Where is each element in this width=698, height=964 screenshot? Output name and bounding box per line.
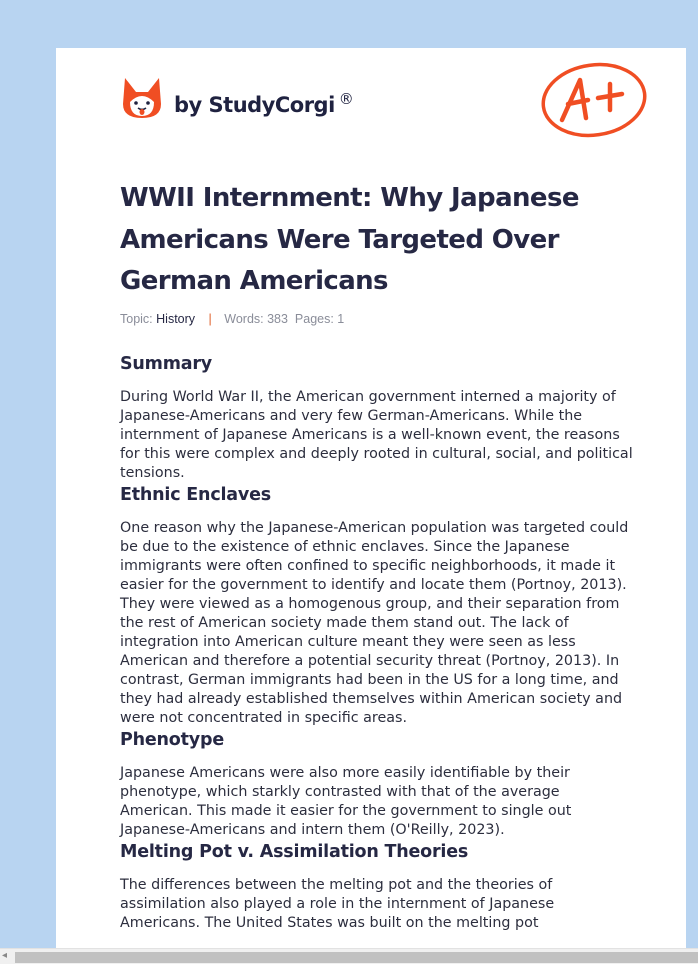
section-summary [120, 354, 634, 483]
section-phenotype [120, 730, 634, 840]
horizontal-scrollbar[interactable] [0, 948, 698, 964]
section-ethnic-enclaves [120, 485, 634, 728]
section-melting-pot [120, 842, 634, 933]
section-paragraph: One reason why the Japanese-American population was targeted could be due to the existence of ethnic enclaves. Since the Japanese immigrants were often confined to specific neighborhoods, it made it easier for the government to identify and locate them (Portnoy, 2013). They were viewed as a homogenous group, and their separation from the rest of American society made them stand out. The lack of integration into American culture meant they were seen as less American and therefore a potential security threat (Portnoy, 2013). In contrast, German immigrants had been in the US for a long time, and they had already established themselves within American society and were not concentrated in specific areas. [120, 520, 629, 726]
section-heading: Phenotype [120, 730, 225, 750]
document-page [56, 48, 686, 964]
page-header [120, 74, 650, 154]
topic-link[interactable]: History [156, 312, 196, 326]
logo-text: by StudyCorgi ® [174, 89, 354, 117]
topic-label: Topic: [120, 312, 153, 326]
page-count: Pages: 1 [294, 312, 345, 326]
section-heading: Melting Pot v. Assimilation Theories [120, 842, 469, 862]
document-body [120, 354, 634, 933]
a-plus-grade-icon [540, 60, 650, 140]
meta-separator: | [208, 312, 212, 326]
a-plus-badge [540, 60, 650, 144]
document-meta [120, 312, 344, 326]
section-paragraph: During World War II, the American government interned a majority of Japanese-Americans and very few German-Americans. While the internment of Japanese Americans is a well-known event, the reasons for this were complex and deeply rooted in cultural, social, and political tensions. [120, 389, 633, 481]
scrollbar-thumb[interactable] [15, 952, 698, 963]
section-heading: Summary [120, 354, 212, 374]
corgi-icon [122, 76, 162, 120]
section-heading: Ethnic Enclaves [120, 485, 271, 505]
word-count: Words: 383 [224, 312, 288, 326]
studycorgi-logo[interactable] [122, 76, 353, 120]
scroll-left-icon[interactable]: ◂ [2, 950, 8, 961]
document-title: WWII Internment: Why Japanese Americans Were Targeted Over German Americans [120, 183, 579, 296]
section-paragraph: Japanese Americans were also more easily identifiable by their phenotype, which starkly contrasted with that of the average American. This made it easier for the government to single out Japanese-Americans and intern them (O'Reilly, 2023). [120, 765, 572, 838]
section-paragraph: The differences between the melting pot and the theories of assimilation also played a role in the internment of Japanese Americans. The United States was built on the melting pot [120, 877, 555, 931]
